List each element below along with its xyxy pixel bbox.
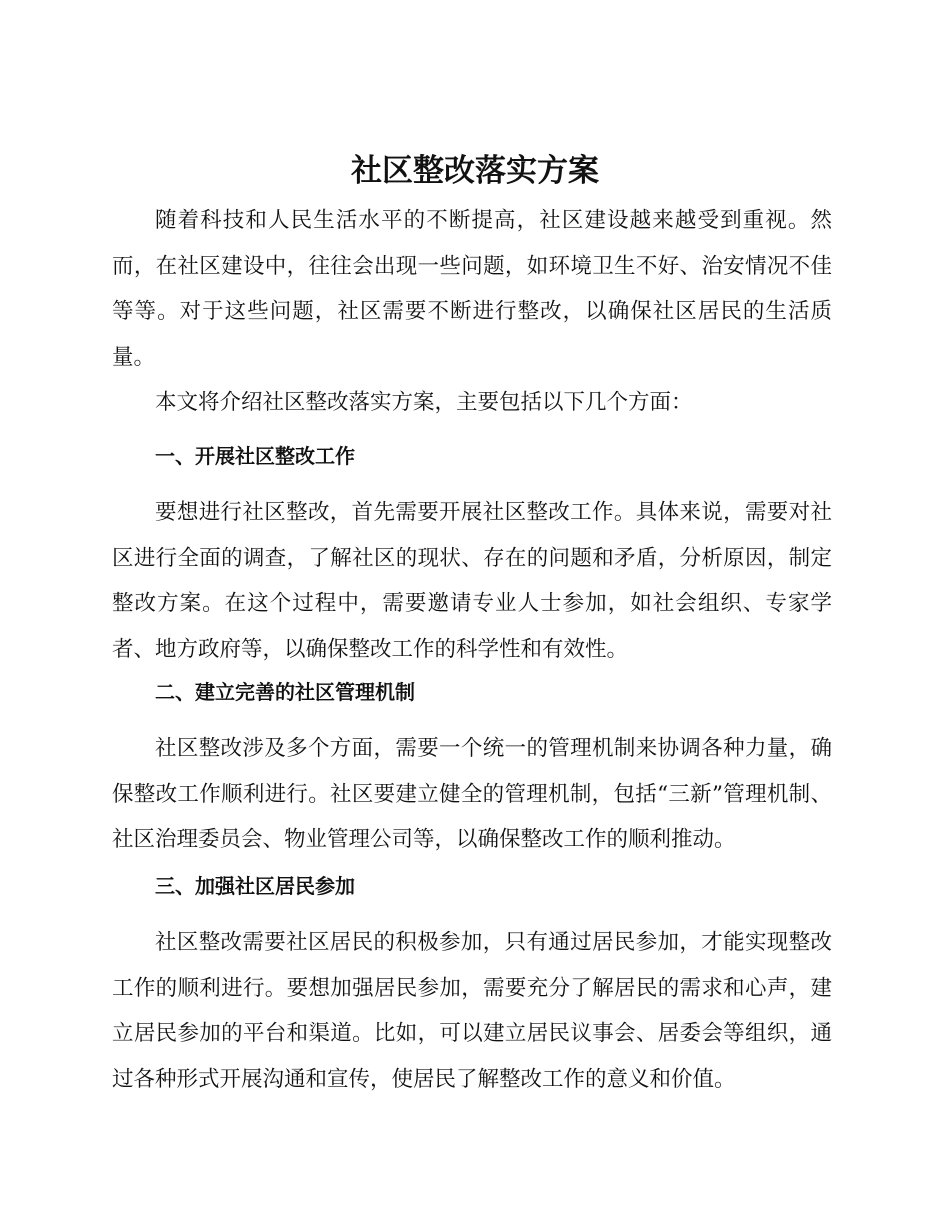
overview-paragraph: 本文将介绍社区整改落实方案，主要包括以下几个方面： — [155, 390, 693, 415]
intro-paragraph: 随着科技和人民生活水平的不断提高，社区建设越来越受到重视。然而，在社区建设中，往往会出现一些问题，如环境卫生不好、治安情况不佳等等。对于这些问题，社区需要不断进行整改，以确保社区居民的生活质量。 — [112, 208, 832, 370]
section-1-heading: 一、开展社区整改工作 — [155, 444, 355, 468]
section-3-body: 社区整改需要社区居民的积极参加，只有通过居民参加，才能实现整改工作的顺利进行。要想加强居民参加，需要充分了解居民的需求和心声，建立居民参加的平台和渠道。比如，可以建立居民议事会、居委会等组织，通过各种形式开展沟通和宣传，使居民了解整改工作的意义和价值。 — [112, 930, 832, 1092]
section-2-body: 社区整改涉及多个方面，需要一个统一的管理机制来协调各种力量，确保整改工作顺利进行。社区要建立健全的管理机制，包括“三新”管理机制、社区治理委员会、物业管理公司等，以确保整改工作的顺利推动。 — [112, 736, 832, 852]
document-title: 社区整改落实方案 — [351, 153, 599, 189]
section-1-body: 要想进行社区整改，首先需要开展社区整改工作。具体来说，需要对社区进行全面的调查，了解社区的现状、存在的问题和矛盾，分析原因，制定整改方案。在这个过程中，需要邀请专业人士参加，如社会组织、专家学者、地方政府等，以确保整改工作的科学性和有效性。 — [112, 500, 832, 662]
section-2-heading: 二、建立完善的社区管理机制 — [155, 680, 415, 704]
section-3-heading: 三、加强社区居民参加 — [155, 874, 355, 898]
